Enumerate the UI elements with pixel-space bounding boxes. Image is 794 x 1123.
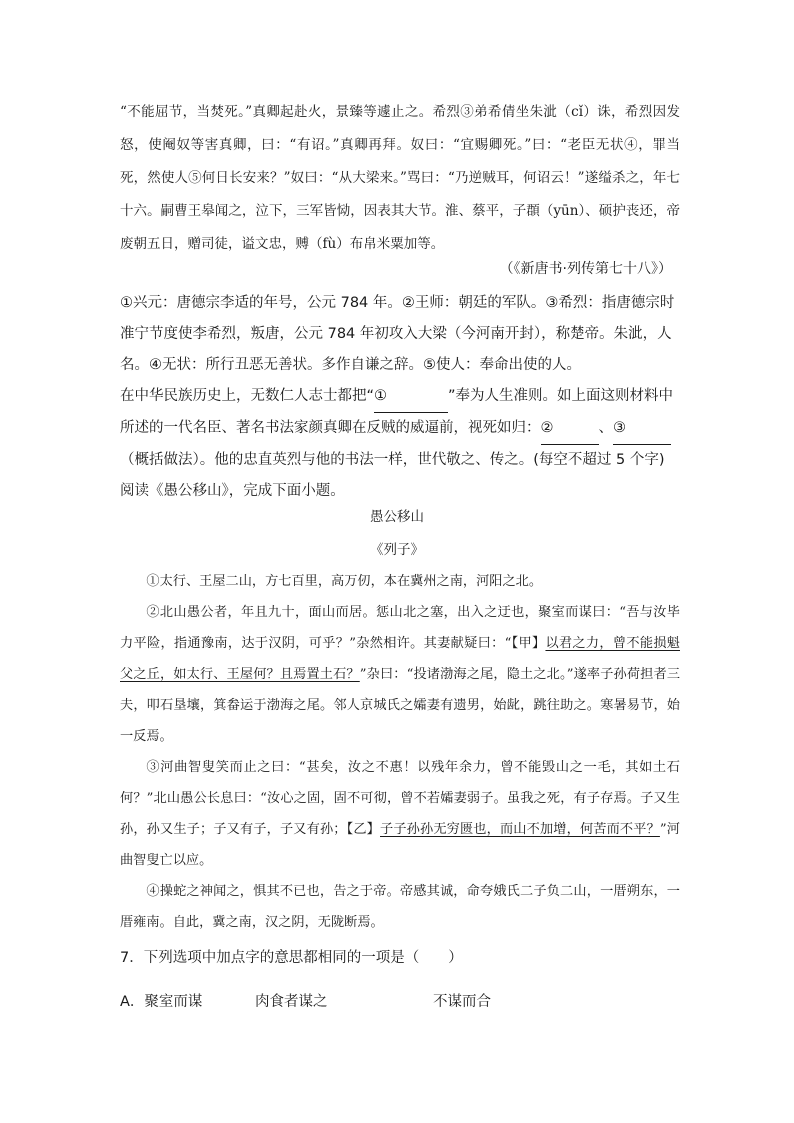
passage-text: ”河曲智叟亡以应。 (120, 822, 680, 868)
blank-3[interactable]: ③ (613, 413, 671, 445)
passage-paragraph-1: ①太行、王屋二山，方七百里，高万仞，本在冀州之南，河阳之北。 (146, 574, 543, 589)
fill-in-text-3: （概括做法）。他的忠直英烈与他的书法一样，世代敬之、传之。(每空不超过 5 个字) (120, 452, 665, 468)
option-a-label: A．聚室而谋 (120, 994, 203, 1010)
question-stem: 7．下列选项中加点字的意思都相同的一项是（ ） (120, 950, 463, 966)
option-a-phrase-2: 肉食者谋之 (255, 994, 328, 1010)
notes-section (120, 288, 680, 507)
fill-in-question (120, 381, 680, 476)
classical-text-source: （《新唐书·列传第七十八》） (499, 261, 672, 277)
fill-in-separator: 、 (598, 420, 613, 436)
reading-instruction: 阅读《愚公移山》，完成下面小题。 (120, 483, 345, 499)
classical-text: “不能屈节，当焚死。”真卿起赴火，景臻等遽止之。希烈③弟希倩坐朱泚（cǐ）诛，希烈因发怒，使阉奴等害真卿，曰：“有诏。”真卿再拜。奴曰：“宜赐卿死。”曰：“老臣无状④，罪当死，然使人⑤何日长安来？”奴曰：“从大梁来。”骂曰：“乃逆贼耳，何诏云！”遂缢杀之，年七十六。嗣曹王皋闻之，泣下，三军皆恸，因表其大节。淮、蔡平，子頵（yūn）、硕护丧还，帝废朝五日，赠司徒，谥文忠，赙（fù）布帛米粟加等。 (120, 104, 680, 252)
passage-title: 愚公移山 (370, 509, 424, 525)
passage-text: ②北山愚公者，年且九十，面山而居。惩山北之塞，出入之迂也，聚室而谋曰：“吾与汝毕力平险，指通豫南，达于汉阴，可乎？”杂然相许。其妻献疑曰：“【甲】 (120, 605, 680, 651)
underlined-sentence-yi: 子子孙孙无穷匮也，而山不加增，何苦而不平？ (380, 822, 660, 837)
passage-text: ”杂曰：“投诸渤海之尾，隐土之北。”遂率子孙荷担者三夫，叩石垦壤，箕畚运于渤海之尾。邻人京城氏之孀妻有遗男，始龀，跳往助之。寒暑易节，始一反焉。 (120, 667, 681, 744)
passage-text: ③河曲智叟笑而止之曰：“甚矣，汝之不惠！以残年余力，曾不能毁山之一毛，其如土石何？”北山愚公长息曰：“汝心之固，固不可彻，曾不若孀妻弱子。虽我之死，有子存焉。子又生孙，孙又生子；子又有子，子又有孙；【乙】 (120, 760, 680, 837)
passage-paragraph-3 (120, 752, 680, 876)
blank-2[interactable]: ② (541, 413, 599, 445)
blank-1[interactable]: ① (374, 381, 448, 413)
classical-text-paragraph (120, 96, 680, 261)
fill-in-text-2: ”奉为人生准则。如上面这则材料中所述的一代名臣、著名书法家颜真卿在反贼的威逼前，视死如归： (120, 388, 674, 436)
passage-author: 《列子》 (370, 542, 424, 558)
fill-in-text-1: 在中华民族历史上，无数仁人志士都把“ (120, 388, 375, 404)
option-a-phrase-3: 不谋而合 (433, 994, 491, 1010)
passage-body (120, 566, 680, 938)
passage-paragraph-4: ④操蛇之神闻之，惧其不已也，告之于帝。帝感其诚，命夸娥氏二子负二山，一厝朔东，一厝雍南。自此，冀之南，汉之阴，无陇断焉。 (120, 884, 680, 930)
passage-paragraph-2 (120, 597, 680, 752)
annotation-notes: ①兴元：唐德宗李适的年号，公元 784 年。②王师：朝廷的军队。③希烈：指唐德宗时准宁节度使李希烈，叛唐，公元 784 年初攻入大梁（今河南开封），称楚帝。朱泚，人名。④无状：所行丑恶无善状。多作自谦之辞。⑤使人：奉命出使的人。 (120, 295, 675, 373)
underlined-sentence-jia: 以君之力，曾不能损魁父之丘，如太行、王屋何？且焉置土石？ (120, 636, 680, 682)
